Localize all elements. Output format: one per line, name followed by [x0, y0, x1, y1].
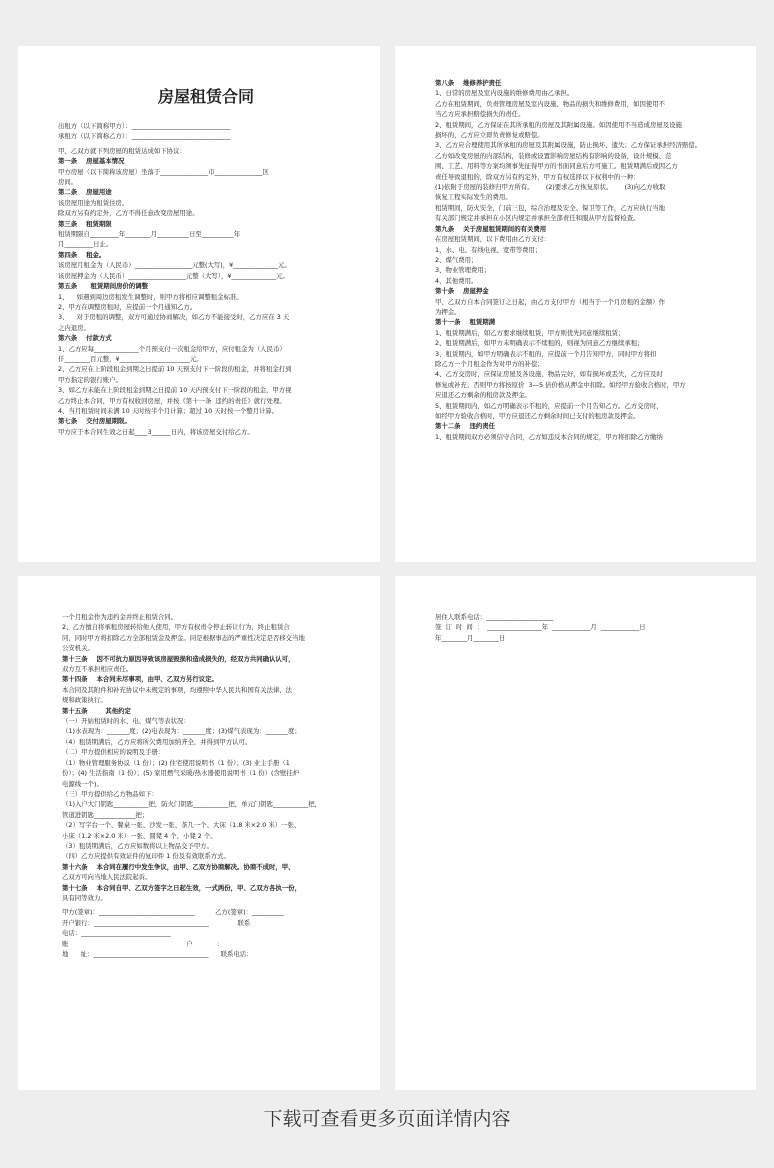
text-line: 3、物业管理费用； [435, 266, 491, 275]
clause-heading: 第二条 房屋用途 [58, 188, 112, 197]
text-line: 甲方房屋（以下简称该房屋）坐落于_______________市_______________区 [58, 167, 269, 176]
text-line: 责任导致退租的，除双方另有约定外，甲方有权选择以下权利中的一种： [435, 172, 640, 181]
clause-heading: 第四条 租金。 [58, 250, 106, 259]
text-line: 之内退房。 [58, 323, 90, 332]
text-line: 居住人联系电话：_____________________ [435, 613, 554, 621]
clause-heading: 第六条 付款方式 [58, 334, 112, 343]
text-line: 月_________日止。 [58, 240, 113, 249]
text-line: （1)水表现为：_______度；(2)电表现为：_______度；(3)煤气表现为：_______度； [62, 727, 301, 736]
text-line: 1、租赁期间双方必须信守合同，乙方如违反本合同的规定，甲方将扣除乙方缴纳 [435, 432, 663, 441]
text-line: 恢复工程实际发生的费用。 [435, 193, 512, 202]
text-line: 乙方在租赁期间，负责管理房屋及室内设施、物品的损失和维修费用，如因使用不 [435, 99, 666, 108]
text-line: 4、其他费用。 [435, 276, 478, 285]
text-line: （四）乙方应提供有效证件的复印件 1 份及有效联系方式。 [62, 852, 230, 861]
clause-heading: 第十一条 租赁期满 [435, 318, 496, 327]
text-line: 2、甲方在调整房租时，应提前一个月通知乙方。 [58, 302, 197, 311]
text-line: (1)依附于房屋的装修归甲方所有。 (2)要求乙方恢复原状。 (3)向乙方收取 [435, 183, 666, 192]
text-line: 乙方如改变房屋的内部结构，装修或设置影响房屋结构有影响的设备，设计规模、范 [435, 151, 672, 160]
document-page-4 [395, 576, 756, 1090]
clause-heading: 第一条 房屋基本情况 [58, 157, 125, 166]
clause-heading: 第十五条 其他约定 [62, 706, 131, 715]
clause-heading: 第十六条 本合同在履行中发生争议，由甲、乙双方协商解决。协商不成时，甲、 [62, 862, 295, 871]
text-line: 甲、乙双方就下列房屋的租赁达成如下协议： [58, 146, 186, 155]
text-line: 3、 对于房租的调整，双方可通过协商解决，如乙方不能接受时，乙方应在 3 天 [58, 313, 290, 322]
text-line: 仟________百元整，¥______________________元。 [58, 354, 203, 363]
text-line: 份）；(4) 生活指南（1 份）；(5) 家用燃气采暖/热水器使用说明书（1 份）(含壁挂炉 [62, 769, 300, 778]
text-line: 账 户 ： [62, 939, 224, 948]
text-line: 有关部门规定并承担在小区内规定并承担全部责任和服从甲方监督检查。 [435, 214, 640, 223]
clause-heading: 第十七条 本合同自甲、乙双方签字之日起生效，一式两份，甲、乙双方各执一份， [62, 883, 301, 892]
text-line: 修复或补充，否则甲方将按原价 3—5 倍价格从押金中扣除。如经甲方验收合格时，甲方 [435, 380, 686, 389]
text-line: （2）写字台一个、餐桌一张、沙发一张、茶几一个、大床（1.8 米×2.0 米）一张、 [62, 821, 301, 830]
text-line: 租赁期限自_________年________月__________日至__________年 [58, 230, 241, 239]
text-line: 本合同及其附件和补充协议中未规定的事项，均遵照中华人民共和国有关法律、法 [62, 685, 293, 694]
text-line: 2、煤气费用； [435, 255, 478, 264]
text-line: 甲方(签章)：______________________________ 乙方(签章)：__________ [62, 908, 285, 917]
contract-title: 房屋租赁合同 [157, 87, 254, 106]
text-line: （3）租赁期满后，乙方应如数将以上物品交予甲方。 [62, 841, 214, 850]
clause-heading: 第十条 房屋押金 [435, 287, 489, 296]
text-line: 2、乙方应在上阶段租金到期之日提前 10 天预支付下一阶段的租金，并将租金打到 [58, 365, 292, 374]
download-more-caption[interactable]: 下载可查看更多页面详情内容 [263, 1108, 511, 1130]
text-line: 该房屋月租金为（人民币）__________________元整(大写)，¥______________元。 [58, 261, 291, 270]
text-line: 该房屋用途为租赁住房。 [58, 198, 129, 207]
text-line: 小床（1.2 米×2.0 米）一张、圆凳 4 个、小凳 2 个。 [62, 831, 217, 840]
text-line: 承租方（以下简称乙方）：_______________________________ [58, 132, 231, 141]
text-line: （1)入户大门钥匙___________把，防火门钥匙___________把，单元门钥匙___________把， [62, 800, 321, 809]
text-line: （4）租赁期满后，乙方应将所欠费用加纳齐全，并得到甲方认可。 [62, 737, 252, 746]
text-line: 5、租赁期间内，如乙方明确表示不租的，应提前一个月告知乙方。乙方交房时， [435, 401, 663, 410]
clause-heading: 第十二条 违约责任 [435, 422, 496, 431]
text-line: 2、乙方擅自将承租房屋转给他人使用，甲方有权责令停止转让行为，终止租赁合 [62, 623, 290, 632]
text-line: 2、租赁期满后，如甲方未明确表示不续租的，则视为同意乙方继续承租； [435, 339, 644, 348]
text-line: 1、日常的房屋及室内设施的维修费用由乙承担。 [435, 89, 574, 98]
text-line: 年________月________日 [435, 633, 506, 642]
clause-heading: 第十三条 因不可抗力原因导致该房屋毁损和造成损失的，经双方共同确认认可， [62, 654, 295, 663]
document-page-2 [395, 46, 756, 562]
text-line: （三）甲方提供给乙方物品如下： [62, 789, 158, 798]
text-line: 具有同等效力。 [62, 893, 107, 902]
text-line: 规和政策执行。 [62, 696, 107, 705]
clause-heading: 第九条 关于房屋租赁期间的有关费用 [435, 224, 547, 233]
text-line: 甲、乙双方自本合同签订之日起，由乙方支付甲方（相当于一个月房租的金额）作 [435, 297, 666, 306]
text-line: 为押金。 [435, 307, 461, 316]
clause-heading: 第五条 租赁期间房价的调整 [58, 282, 149, 291]
text-line: 该房屋押金为（人民币）__________________元整（大写），¥______________元。 [58, 271, 289, 280]
text-line: 3、租赁期内，如甲方明确表示不租的，应提前一个月告知甲方，同时甲方将扣 [435, 349, 657, 358]
clause-heading: 第八条 维修养护责任 [435, 79, 502, 87]
text-line: 围、工艺、用料等方案均须事先征得甲方的书面同意后方可施工。租赁期满后或因乙方 [435, 162, 678, 171]
text-line: 应退还乙方剩余的租房款及押金。 [435, 391, 531, 400]
text-line: 电源线一个)。 [62, 779, 103, 788]
text-line: 如经甲方验收合格时，甲方应退还乙方剩余时间已支付的租房款及押金。 [435, 412, 640, 420]
text-line: 除双方另有约定外，乙方不得任意改变房屋用途。 [58, 209, 199, 218]
text-line: 1、水、电、有线电视、宽带等费用； [435, 245, 542, 254]
text-line: 损坏的，乙方应立即负责修复或赔偿。 [435, 131, 544, 140]
text-line: 乙方终止本合同，甲方有权收回房屋，并按《第十一条 违约的责任》就行处理。 [58, 396, 286, 405]
text-line: 同，同时甲方将扣除乙方全部租赁金及押金。同是根据事态的严重性决定是否移交当地 [62, 633, 305, 642]
text-line: 1、乙方应每______________个月预支付一次租金给甲方，应付租金为（人民币） [58, 344, 286, 353]
text-line: 甲方指定的银行账户。 [58, 375, 122, 384]
text-line: （1）物业管理服务协议（1 份）；(2) 住宅使用说明书（1 份）；(3) 业主手册（1 [62, 758, 290, 767]
text-line: 除乙方一个月租金作为对甲方的补偿； [435, 359, 544, 368]
text-line: 1、 如遇到周边房租发生调整时，则甲方将相应调整租金标准。 [58, 292, 243, 301]
text-line: 在房屋租赁期间，以下费用由乙方支付： [435, 235, 551, 244]
text-line: 一个月租金作为违约金并终止租赁合同。 [62, 613, 178, 621]
text-line: 管道进钥匙_____________把； [62, 810, 149, 819]
text-line: （一）开始租赁时的水、电、煤气等表状况： [62, 717, 190, 726]
text-line: 1、租赁期满后，如乙方要求继续租赁，甲方则优先同意继续租赁； [435, 328, 625, 337]
clause-heading: 第十四条 本合同未尽事项，由甲、乙双方另行议定。 [62, 675, 218, 684]
page-1-text [58, 121, 354, 437]
text-line: 出租方（以下简称甲方）：_______________________________ [58, 122, 231, 130]
text-line: 3、如乙方未能在上阶段租金到期之日提前 10 天内预支付下一阶段的租金，甲方视 [58, 386, 292, 395]
text-line: 甲方应于本合同生效之日起____3______日内，将该房屋交付给乙方。 [58, 427, 254, 436]
text-line: 租赁期间，防火安全，门前三包，综合治理及安全、保卫等工作，乙方应执行当地 [435, 203, 666, 212]
text-line: 2、租赁期间，乙方保证在其所承租的房屋及其附属设施。如因使用不当造成房屋及设施 [435, 120, 682, 129]
document-page-3 [18, 576, 380, 1090]
text-line: 开户银行：____________________________________ 联系 [62, 918, 251, 927]
text-line: 房间。 [58, 178, 78, 187]
page-4-text [435, 612, 734, 643]
text-line: 电话：____________________________ [62, 929, 171, 938]
text-line: 公安机关。 [62, 644, 94, 653]
text-line: （二）甲方提供相应的说明及手册： [62, 748, 165, 757]
text-line: 4、乙方交房时，应保证房屋及各设施、物品完好，如有损坏或丢失，乙方应及时 [435, 370, 663, 379]
text-line: 3、乙方应合理使用其所承租的房屋及其附属设施，防止损坏、遗失；乙方保证承担经济赔偿。 [435, 141, 702, 150]
text-line: 双方互不承担相应责任。 [62, 665, 133, 674]
text-line: 签 订 时 间 ： _________________年 ____________月 ____________日 [435, 623, 646, 632]
text-line: 4、当月租赁时间未满 10 天时按半个月计算；超过 10 天时按一个整月计算。 [58, 406, 279, 415]
clause-heading: 第三条 租赁期限 [58, 219, 112, 228]
document-page-1 [18, 46, 380, 562]
text-line: 乙双方可向当地人民法院起诉。 [62, 873, 152, 882]
page-2-text [435, 78, 734, 442]
text-line: 地 址：____________________________________ 联系电话： [62, 950, 253, 958]
clause-heading: 第七条 交付房屋期限。 [58, 417, 131, 426]
text-line: 当乙方应承担赔偿损失的责任。 [435, 110, 525, 119]
page-3-text [62, 612, 356, 959]
